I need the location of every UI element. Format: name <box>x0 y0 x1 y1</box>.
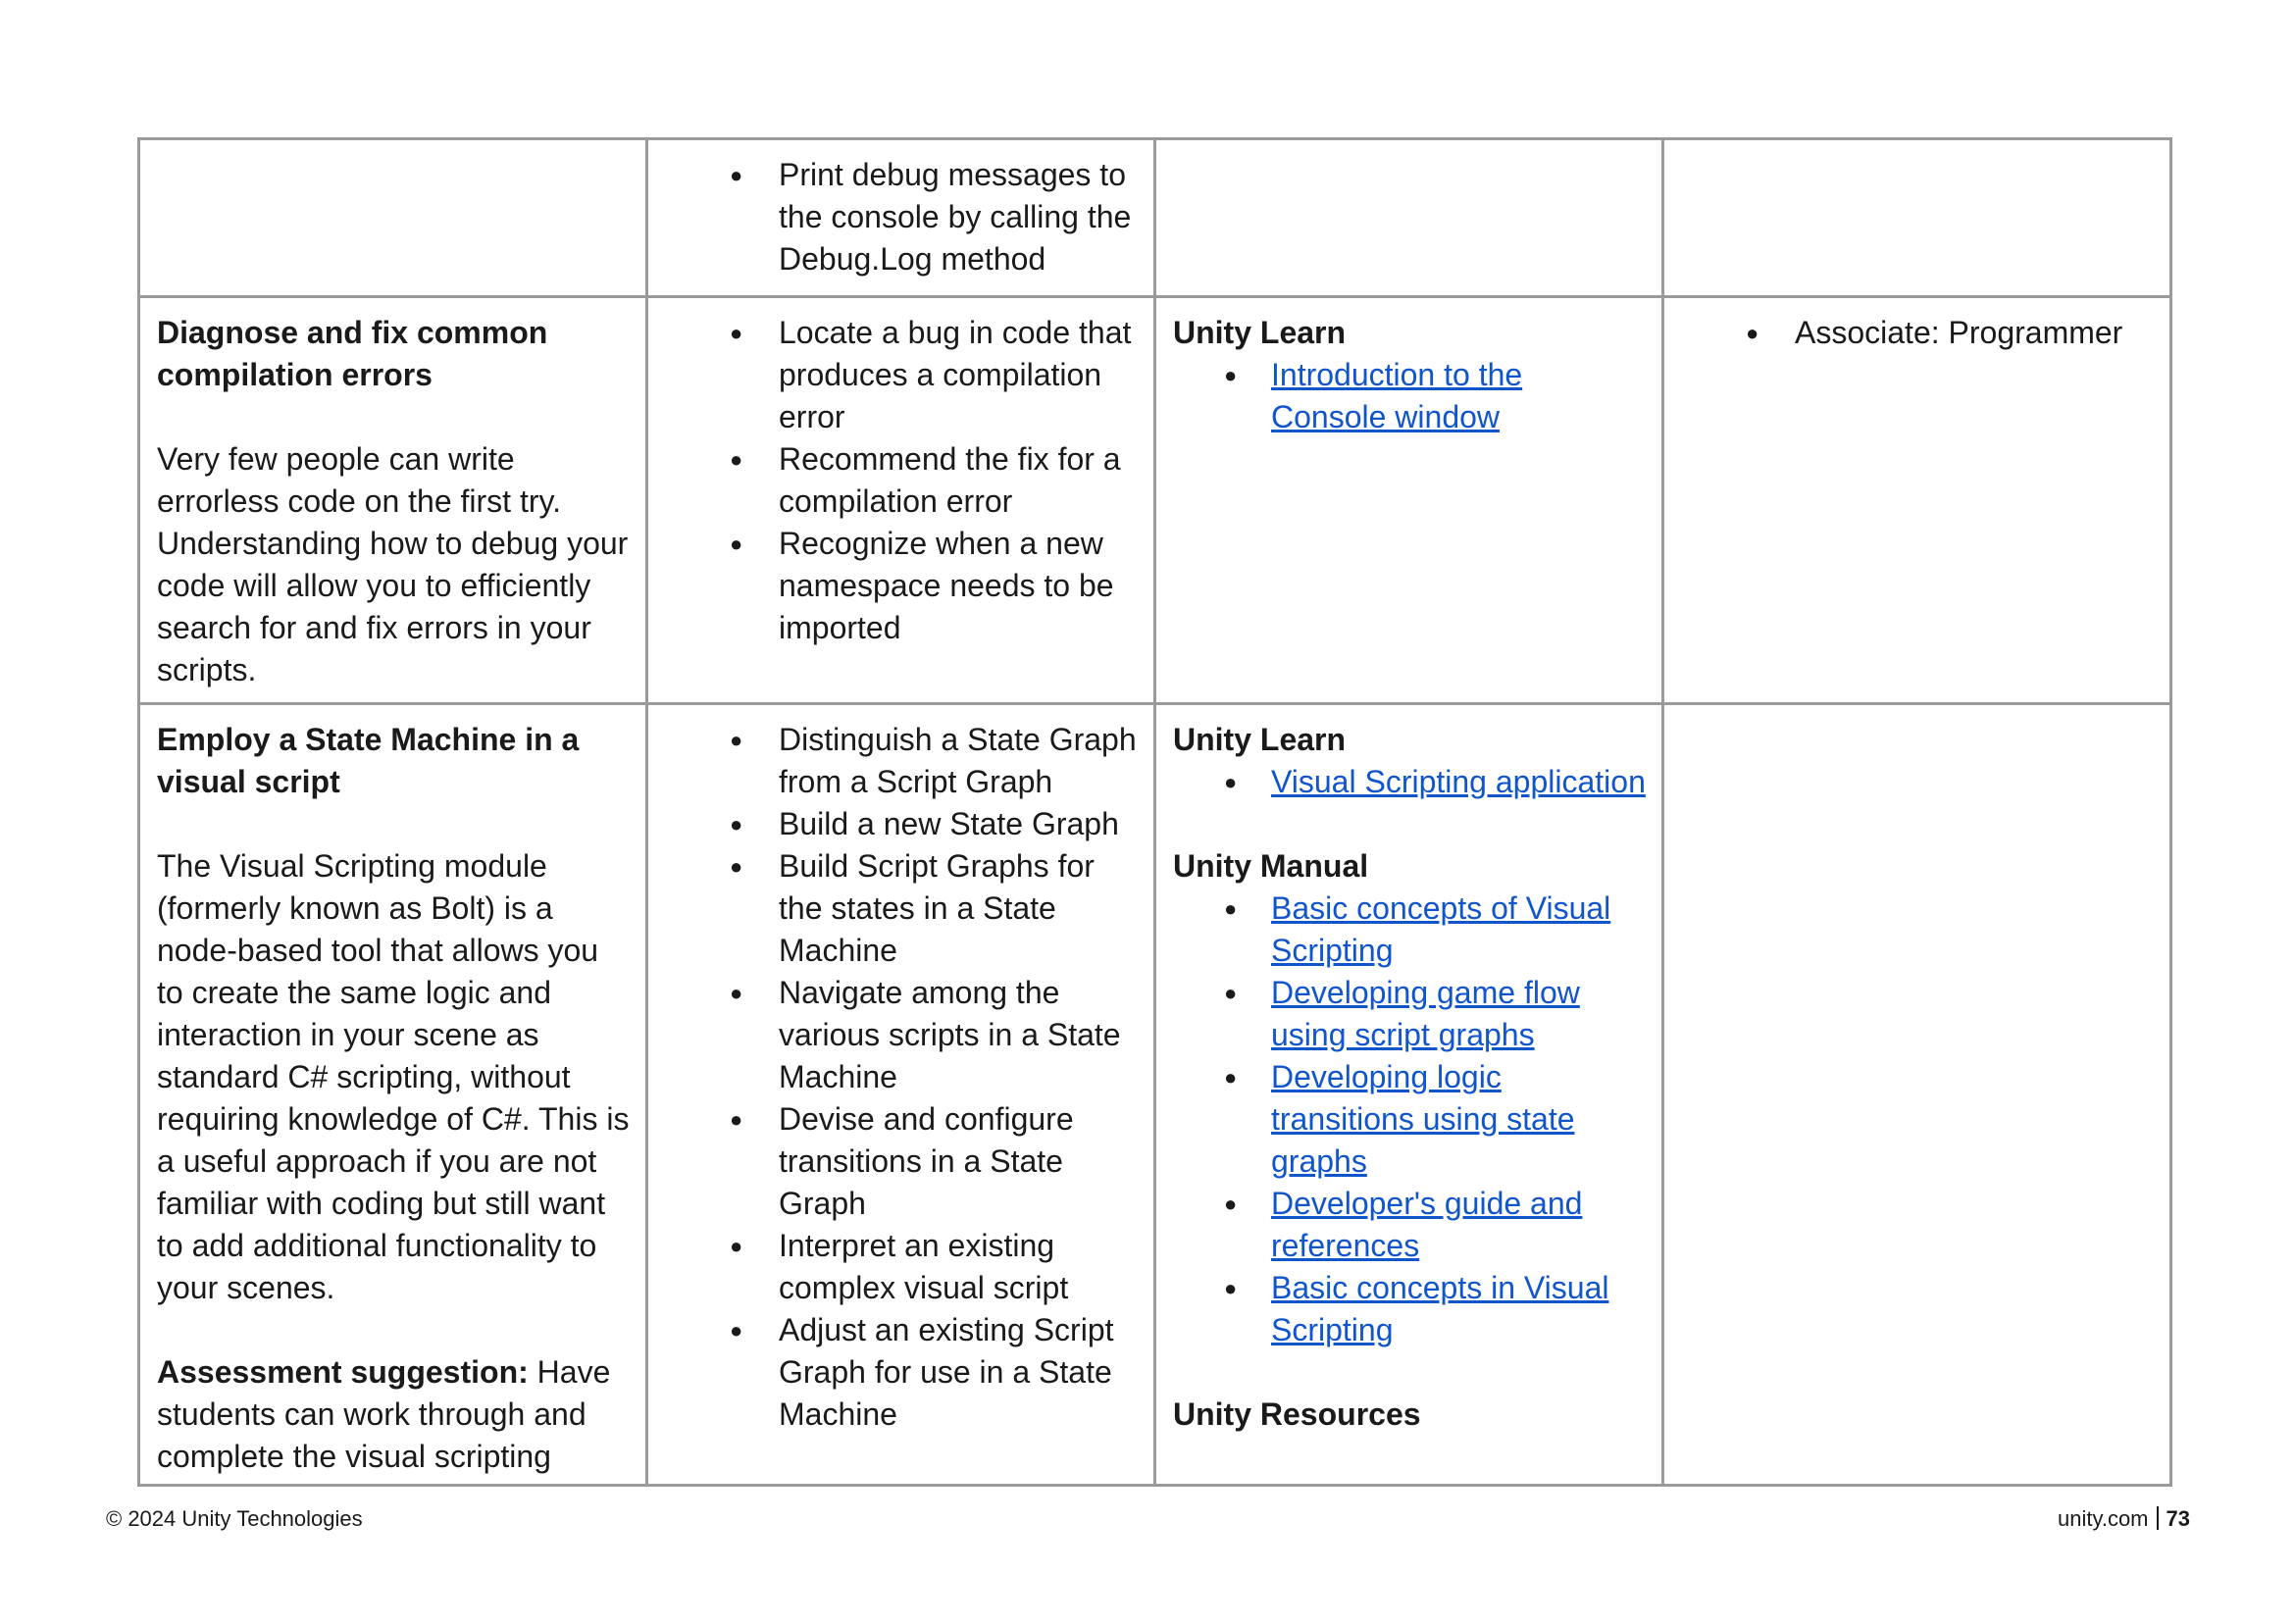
link-introduction-console-window[interactable]: Introduction to the Console window <box>1271 357 1523 434</box>
link-developers-guide[interactable]: Developer's guide and references <box>1271 1186 1583 1263</box>
resource-links <box>1173 888 1646 1351</box>
list-item <box>1173 888 1646 972</box>
objectives-table <box>137 137 2172 1487</box>
assessment-suggestion <box>157 1351 630 1478</box>
certification-list <box>1681 312 2154 354</box>
skills-list <box>665 312 1138 649</box>
objective-title: Employ a State Machine in a visual script <box>157 722 580 799</box>
skills-cell <box>647 297 1155 704</box>
footer-divider <box>2157 1506 2159 1530</box>
list-item: ● Recommend the fix for a compilation error <box>665 438 1138 523</box>
list-item: ● Navigate among the various scripts in a State Machine <box>665 972 1138 1098</box>
list-item: ● Devise and configure transitions in a State Graph <box>665 1098 1138 1225</box>
list-item <box>1173 1056 1646 1183</box>
resources-cell <box>1155 704 1663 1486</box>
link-basic-concepts-visual-scripting[interactable]: Basic concepts of Visual Scripting <box>1271 890 1611 968</box>
certification-cell <box>1663 704 2171 1486</box>
site-url: unity.com <box>2058 1506 2149 1531</box>
resource-heading: Unity Resources <box>1173 1396 1421 1432</box>
resources-cell <box>1155 297 1663 704</box>
list-item <box>1173 972 1646 1056</box>
list-item <box>1173 1267 1646 1351</box>
objective-description: The Visual Scripting module (formerly known as Bolt) is a node-based tool that allows you to create the same logic and interaction in your scene as standard C# scripting, without requiring knowledge of C#. This is a useful approach if you are not familiar with coding but still want to add additional functionality to your scenes. <box>157 848 630 1305</box>
table-row <box>139 704 2171 1486</box>
link-developing-game-flow[interactable]: Developing game flow using script graphs <box>1271 975 1580 1052</box>
list-item: ● Associate: Programmer <box>1681 312 2154 354</box>
objective-content <box>157 719 630 1478</box>
curriculum-table <box>137 137 2169 1487</box>
resource-heading: Unity Learn <box>1173 315 1347 350</box>
list-item: ● Interpret an existing complex visual script <box>665 1225 1138 1309</box>
list-item: ● Locate a bug in code that produces a compilation error <box>665 312 1138 438</box>
list-item <box>1173 761 1646 803</box>
link-visual-scripting-application[interactable]: Visual Scripting application <box>1271 764 1646 799</box>
skills-list <box>665 154 1138 280</box>
resource-links <box>1173 761 1646 803</box>
resources-cell <box>1155 139 1663 297</box>
certification-cell <box>1663 139 2171 297</box>
table-row <box>139 297 2171 704</box>
assessment-text: Have students can work through and complete the visual scripting <box>157 1354 611 1474</box>
objective-title: Diagnose and fix common compilation errors <box>157 315 548 392</box>
list-item <box>1173 354 1646 438</box>
skills-cell <box>647 704 1155 1486</box>
list-item: ● Build Script Graphs for the states in a State Machine <box>665 845 1138 972</box>
list-item: ● Build a new State Graph <box>665 803 1138 845</box>
skills-list <box>665 719 1138 1436</box>
objective-description: Very few people can write errorless code on the first try. Understanding how to debug your code will allow you to efficiently search for and fix errors in your scripts. <box>157 441 629 687</box>
objective-cell <box>139 139 647 297</box>
resource-heading: Unity Learn <box>1173 722 1347 757</box>
copyright: © 2024 Unity Technologies <box>106 1506 363 1531</box>
objective-cell <box>139 704 647 1486</box>
resource-links <box>1173 354 1646 438</box>
certification-cell <box>1663 297 2171 704</box>
list-item: ● Recognize when a new namespace needs to be imported <box>665 523 1138 649</box>
list-item: ● Adjust an existing Script Graph for use in a State Machine <box>665 1309 1138 1436</box>
list-item <box>1173 1183 1646 1267</box>
objective-cell <box>139 297 647 704</box>
page-number: 73 <box>2166 1506 2190 1531</box>
resources-content <box>1173 719 1646 1436</box>
skills-cell <box>647 139 1155 297</box>
link-basic-concepts-in-visual-scripting[interactable]: Basic concepts in Visual Scripting <box>1271 1270 1609 1347</box>
list-item: ● Distinguish a State Graph from a Script Graph <box>665 719 1138 803</box>
table-row <box>139 139 2171 297</box>
list-item: ● Print debug messages to the console by calling the Debug.Log method <box>665 154 1138 280</box>
assessment-label: Assessment suggestion: <box>157 1354 529 1390</box>
link-developing-logic-transitions[interactable]: Developing logic transitions using state graphs <box>1271 1059 1575 1179</box>
resource-heading: Unity Manual <box>1173 848 1369 884</box>
page-footer <box>2058 1506 2190 1532</box>
